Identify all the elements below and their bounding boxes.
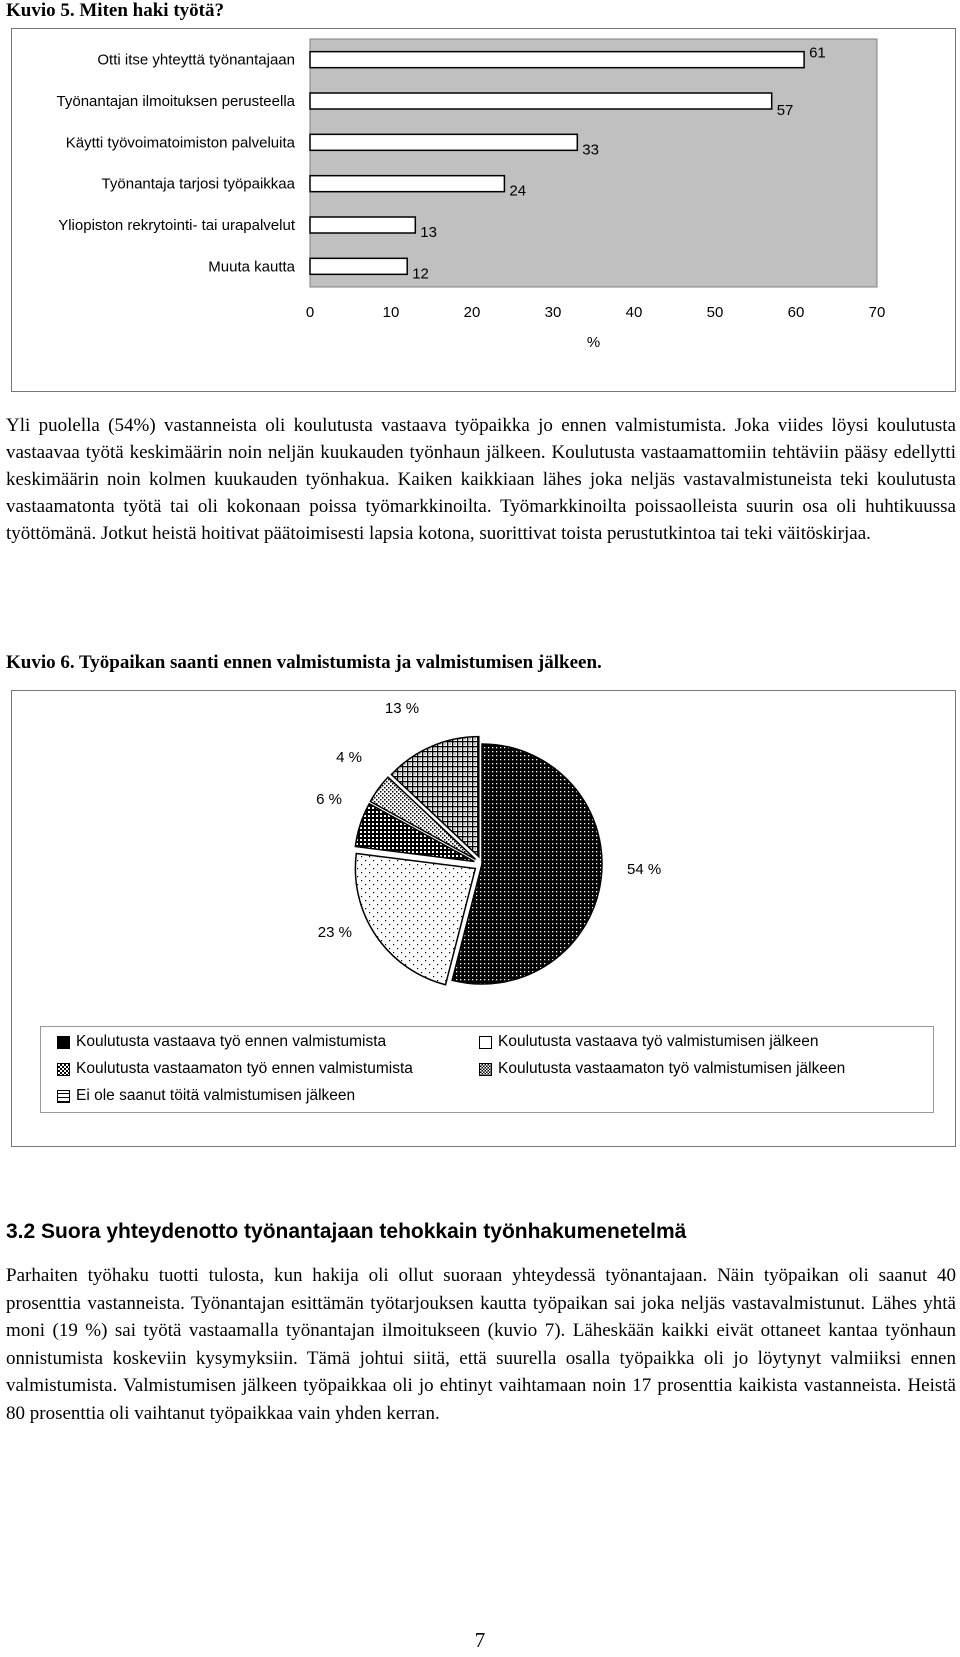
slice-label: 54 % <box>627 861 662 878</box>
slice-label: 6 % <box>316 791 342 808</box>
figure6-pie-chart <box>12 691 955 1021</box>
x-tick-label: 10 <box>382 304 400 321</box>
section-paragraph: Parhaiten työhaku tuotti tulosta, kun hakija oli ollut suoraan yhteydessä työnantajaan. Näin työpaikan oli saanut 40 prosenttia vastanneista. Työnantajan esittämän työtarjouksen kautta työpaikan sai joka neljäs vastavalmistunut. Lähes yhtä moni (19 %) sai työtä vastaamalla työnantajan ilmoitukseen (kuvio 7). Läheskään kaikki eivät ottaneet kantaa työnhaun onnistumista koskeviin kysymyksiin. Tämä johtui siitä, että suurella osalla työpaikka oli jo löytynyt valmiiksi ennen valmistumista. Valmistumisen jälkeen työpaikkaa oli jo ehtinyt vaihtamaan noin 17 prosenttia kaikista vastanneista. Heistä 80 prosenttia oli vaihtanut työpaikkaa vain yhden kerran. <box>6 1265 956 1424</box>
data-label: 12 <box>412 265 429 283</box>
legend-label: Ei ole saanut töitä valmistumisen jälkeen <box>76 1087 356 1104</box>
data-label: 24 <box>509 182 527 200</box>
legend-item-4 <box>479 1060 845 1078</box>
plot-area <box>310 39 877 287</box>
legend-item-2 <box>479 1033 819 1051</box>
bar <box>310 52 804 68</box>
section-heading: 3.2 Suora yhteydenotto työnantajaan tehokkain työnhakumenetelmä <box>6 1220 687 1243</box>
data-label: 13 <box>420 224 437 241</box>
x-tick-label: 60 <box>787 304 805 321</box>
bar <box>310 217 415 233</box>
slice-label: 4 % <box>336 749 362 766</box>
x-tick-label: 20 <box>463 304 481 321</box>
slice-label: 23 % <box>317 924 352 941</box>
legend-item-5 <box>57 1087 355 1105</box>
legend-swatch-fine-dots <box>479 1063 492 1076</box>
figure6-chart-frame <box>11 690 956 1147</box>
figure6-legend <box>40 1026 934 1113</box>
legend-swatch-dense-dots <box>57 1036 70 1049</box>
data-label: 33 <box>582 141 599 159</box>
legend-label: Koulutusta vastaamaton työ ennen valmistumista <box>76 1060 413 1077</box>
bar <box>310 176 504 192</box>
legend-label: Koulutusta vastaava työ ennen valmistumista <box>76 1033 387 1050</box>
legend-swatch-dark-checker <box>57 1063 70 1076</box>
x-axis-label: % <box>586 334 601 351</box>
legend-swatch-sparse-dots <box>479 1036 492 1049</box>
category-label: Työnantajan ilmoituksen perusteella <box>56 93 295 110</box>
bar <box>310 258 407 274</box>
legend-label: Koulutusta vastaamaton työ valmistumisen jälkeen <box>498 1060 846 1077</box>
paragraph-1: Yli puolella (54%) vastanneista oli koulutusta vastaava työpaikka jo ennen valmistumista. Joka viides löysi koulutusta vastaavaa työtä keskimäärin noin neljän kuukauden työnhaun jälkeen. Koulutusta vastaamattomiin tehtäviin pääsy edellytti keskimäärin noin kolmen kuukauden työnhakua. Kaiken kaikkiaan lähes joka neljäs vastavalmistuneista teki koulutusta vastaamatonta työtä tai oli kokonaan poissa työmarkkinoilta. Työmarkkinoilta poissaolleista suurin osa oli huhtikuussa työttömänä. Jotkut heistä hoitivat päätoimisesti lapsia kotona, suorittivat toista perustutkintoa tai teki väitöskirjaa. <box>6 415 956 544</box>
x-tick-label: 40 <box>625 304 643 321</box>
category-label: Otti itse yhteyttä työnantajaan <box>97 51 295 69</box>
legend-swatch-grid <box>57 1090 70 1103</box>
category-label: Työnantaja tarjosi työpaikkaa <box>101 175 295 193</box>
x-tick-label: 30 <box>544 304 562 321</box>
data-label: 61 <box>809 44 826 62</box>
data-label: 57 <box>776 102 794 119</box>
figure5-chart-frame <box>11 28 956 392</box>
x-tick-label: 0 <box>305 304 315 321</box>
category-label: Käytti työvoimatoimiston palveluita <box>65 134 295 152</box>
x-tick-label: 50 <box>706 304 724 321</box>
category-label: Muuta kautta <box>208 258 295 276</box>
slice-label: 13 % <box>384 700 420 717</box>
legend-item-3 <box>57 1060 413 1078</box>
figure5-caption: Kuvio 5. Miten haki työtä? <box>6 0 224 21</box>
legend-item-1 <box>57 1033 386 1051</box>
figure5-bar-chart <box>12 29 955 391</box>
bar <box>310 134 577 150</box>
category-label: Yliopiston rekrytointi- tai urapalvelut <box>58 217 295 234</box>
figure6-caption: Kuvio 6. Työpaikan saanti ennen valmistumista ja valmistumisen jälkeen. <box>6 652 602 673</box>
bar <box>310 93 772 109</box>
x-tick-label: 70 <box>868 304 886 321</box>
page-number: 7 <box>474 1628 486 1652</box>
legend-label: Koulutusta vastaava työ valmistumisen jälkeen <box>498 1033 819 1050</box>
